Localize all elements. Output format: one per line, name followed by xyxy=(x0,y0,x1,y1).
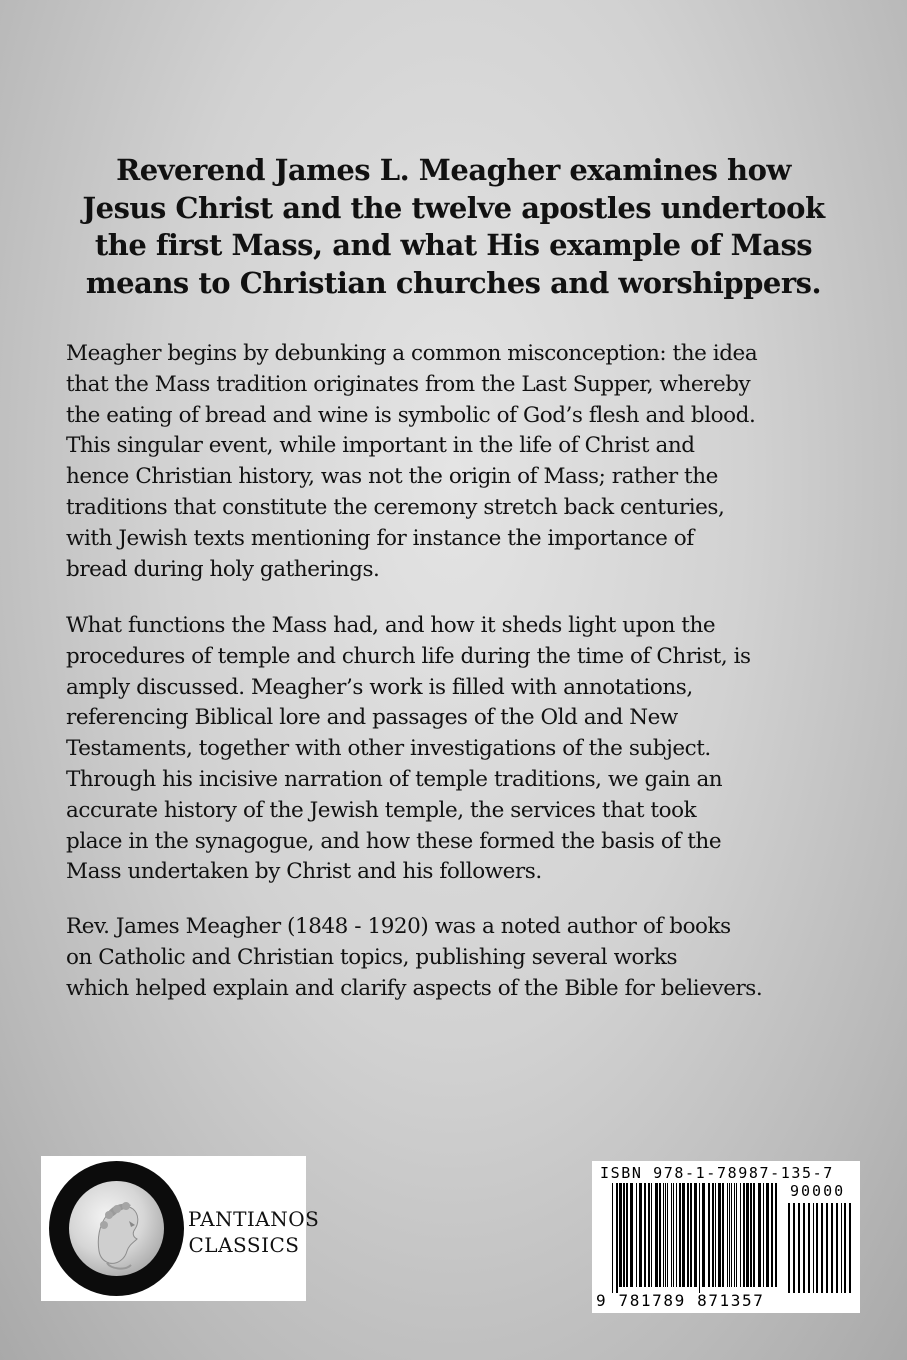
coin-face xyxy=(69,1181,164,1276)
barcode-bar xyxy=(708,1183,710,1287)
tagline-line: means to Christian churches and worshippers. xyxy=(85,265,822,300)
paragraph-line: hence Christian history, was not the origin of Mass; rather the xyxy=(66,464,718,490)
tagline-line: Jesus Christ and the twelve apostles undertook xyxy=(82,190,825,225)
profile-head-icon xyxy=(69,1181,164,1276)
barcode-bar xyxy=(626,1183,628,1287)
addon-barcode-bar xyxy=(841,1203,842,1293)
paragraph-line: referencing Biblical lore and passages of the Old and New xyxy=(66,705,678,731)
barcode-bar xyxy=(667,1183,668,1287)
addon-barcode-bar xyxy=(836,1203,838,1293)
barcode-bar xyxy=(775,1183,777,1287)
back-cover-tagline xyxy=(60,152,847,302)
barcode-bar xyxy=(758,1183,761,1287)
addon-barcode-bar xyxy=(803,1203,805,1293)
barcode-bar xyxy=(651,1183,652,1287)
paragraph-line: Testaments, together with other investigations of the subject. xyxy=(66,736,711,762)
barcode-bar xyxy=(659,1183,661,1287)
addon-barcode-bar xyxy=(808,1203,810,1293)
description-paragraph-2 xyxy=(66,611,856,888)
barcode-bar xyxy=(715,1183,716,1287)
addon-barcode-bar xyxy=(831,1203,833,1293)
barcode-bar xyxy=(727,1183,728,1287)
barcode-bar xyxy=(655,1183,658,1287)
publisher-name-line-1: PANTIANOS xyxy=(188,1207,320,1231)
barcode-bar xyxy=(753,1183,755,1287)
paragraph-line: accurate history of the Jewish temple, the services that took xyxy=(66,797,697,823)
barcode-bar xyxy=(665,1183,666,1287)
addon-barcode-bar xyxy=(826,1203,828,1293)
barcode-bar xyxy=(702,1183,705,1287)
paragraph-line: bread during holy gatherings. xyxy=(66,556,380,582)
paragraph-line: Rev. James Meagher (1848 - 1920) was a noted author of books xyxy=(66,914,731,939)
author-bio-paragraph xyxy=(66,912,856,1004)
barcode-bar xyxy=(743,1183,745,1287)
barcode-bar xyxy=(687,1183,689,1287)
addon-barcode-bar xyxy=(849,1203,851,1293)
barcode-bar xyxy=(612,1183,613,1293)
barcode-bar xyxy=(673,1183,674,1287)
barcode-bar xyxy=(729,1183,730,1287)
barcode-bar xyxy=(690,1183,692,1287)
barcode-bar xyxy=(750,1183,752,1287)
isbn-barcode xyxy=(592,1161,860,1313)
addon-barcode-bar xyxy=(844,1203,846,1293)
barcode-bar xyxy=(718,1183,721,1287)
barcode-bar xyxy=(663,1183,664,1287)
description-paragraph-1 xyxy=(66,339,856,585)
paragraph-line: This singular event, while important in the life of Christ and xyxy=(66,433,695,459)
barcode-bar xyxy=(623,1183,625,1287)
barcode-bar xyxy=(682,1183,685,1287)
addon-barcode-bar xyxy=(816,1203,818,1293)
barcode-bar xyxy=(722,1183,724,1287)
publisher-name-line-2: CLASSICS xyxy=(188,1233,300,1257)
barcode-bar xyxy=(712,1183,714,1287)
paragraph-line: Mass undertaken by Christ and his followers. xyxy=(66,859,542,885)
barcode-bar xyxy=(734,1183,735,1287)
ean-digits: 9 781789 871357 xyxy=(596,1291,765,1310)
barcode-bar xyxy=(679,1183,681,1287)
barcode-bar xyxy=(731,1183,732,1287)
isbn-label: ISBN 978-1-78987-135-7 xyxy=(600,1164,834,1182)
barcode-bar xyxy=(671,1183,672,1287)
addon-barcode-bar xyxy=(793,1203,795,1293)
barcode-bar xyxy=(619,1183,622,1287)
paragraph-line: with Jewish texts mentioning for instance the importance of xyxy=(66,525,694,551)
barcode-bar xyxy=(676,1183,677,1287)
paragraph-line: which helped explain and clarify aspects of the Bible for believers. xyxy=(66,975,763,1001)
paragraph-line: Meagher begins by debunking a common misconception: the idea xyxy=(66,341,758,366)
barcode-bar xyxy=(740,1183,741,1287)
barcode-bar xyxy=(736,1183,737,1287)
barcode-bar xyxy=(630,1183,633,1287)
publisher-name xyxy=(188,1206,320,1258)
barcode-bar xyxy=(694,1183,697,1287)
barcode-bar xyxy=(636,1183,637,1287)
paragraph-line: amply discussed. Meagher’s work is filled with annotations, xyxy=(66,674,693,700)
addon-barcode-bar xyxy=(788,1203,790,1293)
publisher-logo xyxy=(41,1156,320,1301)
addon-barcode-bar xyxy=(813,1203,814,1293)
paragraph-line: the eating of bread and wine is symbolic of God’s flesh and blood. xyxy=(66,402,756,428)
addon-barcode-bar xyxy=(798,1203,800,1293)
paragraph-line: place in the synagogue, and how these formed the basis of the xyxy=(66,828,722,854)
tagline-line: Reverend James L. Meagher examines how xyxy=(116,153,791,187)
barcode-bar xyxy=(639,1183,642,1287)
barcode-bar xyxy=(771,1183,773,1287)
price-code: 90000 xyxy=(790,1182,846,1200)
coin-portrait-icon xyxy=(49,1161,184,1296)
paragraph-line: that the Mass tradition originates from the Last Supper, whereby xyxy=(66,371,751,397)
paragraph-line: Through his incisive narration of temple traditions, we gain an xyxy=(66,766,723,792)
tagline-line: the first Mass, and what His example of Mass xyxy=(94,228,813,262)
addon-barcode-bar xyxy=(821,1203,823,1293)
paragraph-line: on Catholic and Christian topics, publishing several works xyxy=(66,944,678,970)
barcode-bar xyxy=(763,1183,764,1287)
paragraph-line: procedures of temple and church life during the time of Christ, is xyxy=(66,643,751,669)
barcode-bar xyxy=(644,1183,646,1287)
barcode-bar xyxy=(616,1183,618,1293)
barcode-bar xyxy=(699,1183,700,1293)
barcode-bar xyxy=(648,1183,650,1287)
barcode-bar xyxy=(766,1183,769,1287)
paragraph-line: traditions that constitute the ceremony stretch back centuries, xyxy=(66,494,725,520)
paragraph-line: What functions the Mass had, and how it sheds light upon the xyxy=(66,613,716,638)
barcode-bar xyxy=(746,1183,749,1287)
